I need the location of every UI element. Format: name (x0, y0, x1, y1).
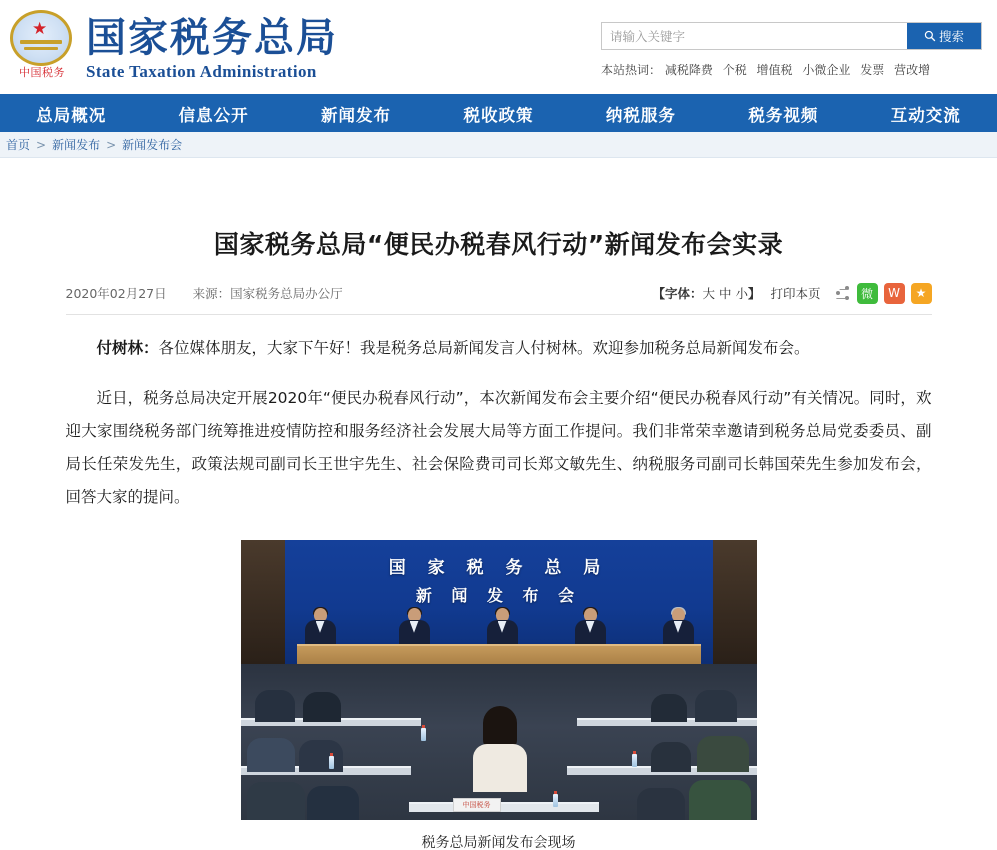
org-name-en: State Taxation Administration (86, 62, 317, 81)
search-box[interactable] (601, 22, 982, 50)
font-size-control (652, 284, 760, 302)
photo-banner-line2: 新 闻 发 布 会 (415, 585, 582, 605)
breadcrumb-item-press-conference[interactable]: 新闻发布会 (122, 138, 183, 152)
site-header (0, 0, 997, 94)
share-icon[interactable] (835, 285, 851, 301)
article-photo-block (66, 540, 932, 850)
font-size-large[interactable]: 大 (702, 286, 715, 302)
nav-item-service[interactable]: 纳税服务 (605, 105, 676, 125)
emblem-subtitle: 中国税务 (19, 66, 65, 79)
article-source: 来源：国家税务总局办公厅 (192, 286, 343, 302)
breadcrumb-item-news[interactable]: 新闻发布 (52, 138, 101, 152)
photo-attendee-center (469, 706, 531, 790)
breadcrumb-separator-2: > (106, 137, 117, 152)
article (66, 158, 932, 850)
print-page-link[interactable]: 打印本页 (770, 286, 821, 302)
main-navigation (0, 94, 997, 132)
article-meta (66, 285, 932, 315)
breadcrumb-separator-1: > (36, 137, 47, 152)
article-date: 2020年02月27日 (65, 286, 167, 302)
article-paragraph-2: 近日，税务总局决定开展2020年“便民办税春风行动”，本次新闻发布会主要介绍“便民办税春风行动”有关情况。同时，欢迎大家围绕税务部门统筹推进疫情防控和服务经济社会发展大局等方面工作提问。我们非常荣幸邀请到税务总局党委委员、副局长任荣发先生，政策法规司副司长王世宇先生、社会保险费司司长郑文敏先生、纳税服务司副司长韩国荣先生参加发布会，回答大家的提问。 (65, 388, 932, 506)
hot-word-5[interactable]: 营改增 (894, 63, 931, 77)
photo-caption: 税务总局新闻发布会现场 (421, 834, 576, 850)
nav-item-news[interactable]: 新闻发布 (321, 105, 392, 125)
article-title: 国家税务总局“便民办税春风行动”新闻发布会实录 (213, 229, 784, 259)
font-size-label: 【字体： (652, 286, 703, 302)
hot-word-0[interactable]: 减税降费 (664, 63, 713, 77)
weibo-icon[interactable]: W (884, 283, 905, 304)
photo-desk-label: 中国税务 (453, 798, 501, 812)
wechat-icon[interactable]: 微 (857, 283, 878, 304)
search-button[interactable] (907, 23, 981, 49)
hot-word-4[interactable]: 发票 (860, 63, 885, 77)
nav-item-policy[interactable]: 税收政策 (463, 105, 534, 125)
paragraph-1-text: 各位媒体朋友，大家下午好！我是税务总局新闻发言人付树林。欢迎参加税务总局新闻发布会。 (158, 338, 810, 357)
photo-banner (241, 554, 757, 610)
font-size-medium[interactable]: 中 (718, 286, 732, 302)
search-area (601, 22, 982, 78)
hot-words (601, 61, 982, 78)
share-icons (835, 283, 932, 304)
breadcrumb (0, 132, 997, 158)
search-button-label: 搜索 (938, 29, 964, 44)
font-size-small[interactable]: 小 (735, 286, 748, 302)
hot-word-3[interactable]: 小微企业 (802, 63, 851, 77)
hot-word-2[interactable]: 增值税 (756, 63, 793, 77)
search-icon (924, 30, 936, 42)
site-logo[interactable] (0, 0, 338, 82)
nav-item-interact[interactable]: 互动交流 (890, 105, 961, 125)
nav-item-disclosure[interactable]: 信息公开 (178, 105, 249, 125)
nav-item-overview[interactable]: 总局概况 (36, 105, 107, 125)
font-size-label-end: 】 (747, 286, 761, 302)
article-paragraph-1 (66, 332, 932, 365)
search-input[interactable] (602, 23, 907, 49)
breadcrumb-item-home[interactable]: 首页 (6, 138, 31, 152)
hot-words-label: 本站热词： (601, 63, 662, 77)
speaker-name: 付树林： (96, 338, 159, 357)
press-conference-photo (241, 540, 757, 820)
org-name-cn: 国家税务总局 (86, 15, 338, 61)
national-emblem-icon: ★ 中国税务 (8, 10, 76, 78)
nav-item-video[interactable]: 税务视频 (748, 105, 819, 125)
favorite-icon[interactable]: ★ (911, 283, 932, 304)
photo-banner-line1: 国 家 税 务 总 局 (388, 557, 609, 578)
hot-word-1[interactable]: 个税 (722, 63, 747, 77)
